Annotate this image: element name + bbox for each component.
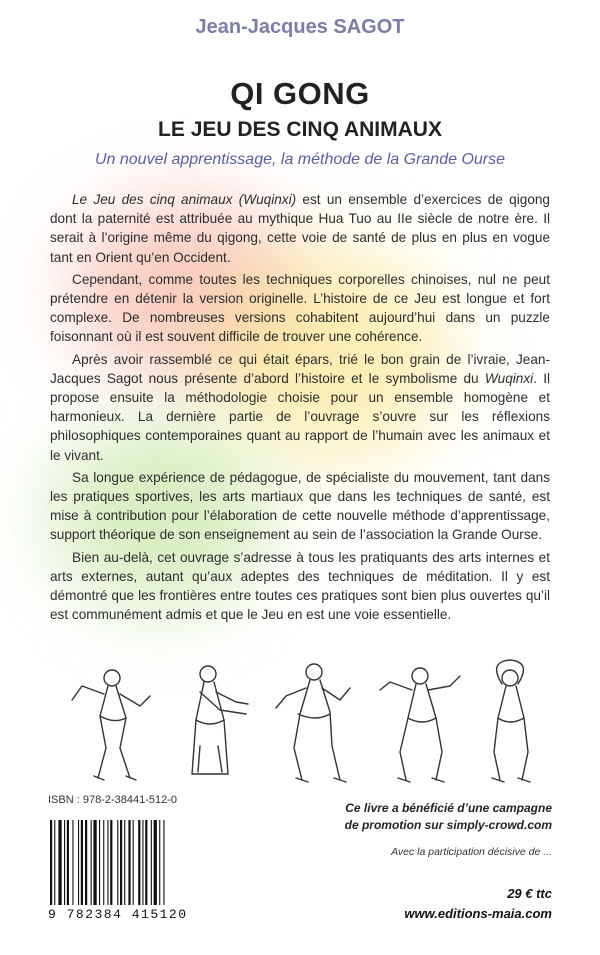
five-animals-illustration xyxy=(60,656,560,786)
blurb-paragraph-3: Après avoir rassemblé ce qui était épars, trié le bon grain de l’ivraie, Jean-Jacques Sagot nous présente d’abord l’histoire et le symbolisme du Wuqinxi. Il propose ensuite la méthodologie choisie pour un ensemble homogène et harmonieux. La dernière partie de l’ouvrage s’ouvre sur les réflexions philosophiques contemporaines quant au rapport de l’humain avec les animaux et le vivant. xyxy=(50,351,550,463)
publisher-website[interactable]: www.editions-maia.com xyxy=(404,906,552,921)
isbn-label: ISBN : 978-2-38441-512-0 xyxy=(48,794,178,806)
book-title: QI GONG xyxy=(230,76,370,111)
figure-1-illustration xyxy=(72,670,150,780)
blurb-paragraph-5: Bien au-delà, cet ouvrage s’adresse à tous les pratiquants des arts internes et arts externes, autant qu’aux adeptes des techniques de méditation. Il y est démontré que les frontières entre toutes ces pratiques sont bien plus ouvertes qu’il est communément admis et que le Jeu en est une voie essentielle. xyxy=(50,549,550,623)
promo-line-1: Ce livre a bénéficié d’une campagne xyxy=(345,801,552,815)
blurb-paragraph-4: Sa longue expérience de pédagogue, de spécialiste du mouvement, tant dans les pratiques sportives, les arts martiaux que dans les techniques de santé, est mise à contribution pour l’élaboration de cette nouvelle méthode d’apprentissage, support théorique de son enseignement au sein de l’association la Grande Ourse. xyxy=(50,469,550,543)
figure-5-illustration xyxy=(492,660,530,782)
back-cover-blurb xyxy=(50,190,550,627)
book-tagline: Un nouvel apprentissage, la méthode de la Grande Ourse xyxy=(94,151,506,168)
author-name: Jean-Jacques SAGOT xyxy=(195,16,405,38)
barcode xyxy=(48,820,208,905)
promo-text xyxy=(292,800,552,834)
figure-3-illustration xyxy=(276,664,350,782)
blurb-paragraph-1: Le Jeu des cinq animaux (Wuqinxi) est un ensemble d’exercices de qigong dont la paternité est attribuée au mythique Hua Tuo au IIe siècle de notre ère. Il serait à l’origine même du qigong, cette voie de santé de plus en plus en vogue tant en Orient qu’en Occident. xyxy=(50,192,550,265)
participation-text: Avec la participation décisive de ... xyxy=(391,846,552,858)
blurb-paragraph-2: Cependant, comme toutes les techniques corporelles chinoises, nul ne peut prétendre en détenir la version originelle. L’histoire de ce Jeu est longue et fort complexe. De nombreuses versions cohabitent aujourd’hui dans un puzzle foisonnant où il est souvent difficile de trouver une cohérence. xyxy=(50,271,550,345)
figure-4-illustration xyxy=(380,668,460,782)
book-subtitle: LE JEU DES CINQ ANIMAUX xyxy=(158,118,442,141)
barcode-digits: 9 782384 415120 xyxy=(48,907,188,922)
price-label: 29 € ttc xyxy=(507,886,552,901)
promo-line-2: de promotion sur simply-crowd.com xyxy=(344,818,552,832)
figure-2-illustration xyxy=(192,666,248,774)
